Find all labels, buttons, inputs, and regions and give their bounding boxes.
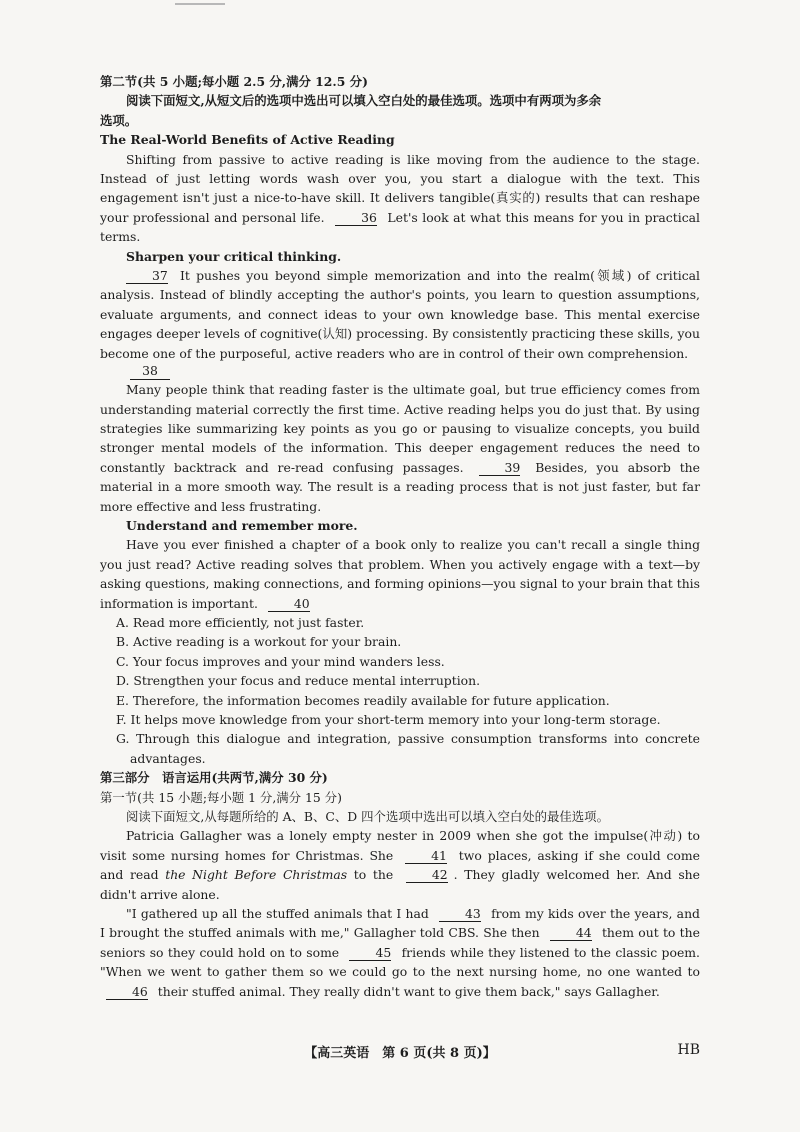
blank-39[interactable]: 39	[479, 460, 521, 476]
paragraph-3: Many people think that reading faster is the ultimate goal, but true efficiency comes from understanding material correctly the first time. Active reading helps you do just that. By using strategies like summarizing key points as you go or pausing to visualize concepts, you build stronger mental models of the information. This deeper engagement reduces the need to constantly backtrack and re-read confusing passages. 39 Besides, you absorb the material in a more smooth way. The result is a reading process that is not just faster, but far more effective and less frustrating.	[100, 382, 700, 514]
cloze-paragraph-2: "I gathered up all the stuffed animals that I had 43 from my kids over the years, and I brought the stuffed animals with me," Gallagher told CBS. She then 44 them out to the seniors so they could hold on to some 45 friends while they listened to the classic poem. "When we went to gather them so we could go to the next nursing home, no one wanted to 46 their stuffed animal. They really didn't want to give them back," says Gallagher.	[100, 906, 700, 999]
paragraph-2: 37 It pushes you beyond simple memorization and into the realm(领域) of critical analysis. Instead of blindly accepting the author's points, you learn to question assumptions, evaluate arguments, and connect ideas to your own knowledge base. This mental exercise engages deeper levels of cognitive(认知) processing. By consistently practicing these skills, you become one of the purposeful, active readers who are in control of their own comprehension.	[100, 268, 700, 361]
option-b[interactable]: B. Active reading is a workout for your brain.	[116, 634, 402, 650]
footer-label: 【高三英语 第 6 页(共 8 页)】	[304, 1046, 496, 1061]
footer-code: HB	[677, 1042, 700, 1058]
option-e[interactable]: E. Therefore, the information becomes readily available for future application.	[116, 692, 610, 708]
poem-title: the Night Before Christmas	[165, 867, 348, 883]
option-c[interactable]: C. Your focus improves and your mind wanders less.	[116, 653, 445, 669]
part3-instruction: 阅读下面短文,从每题所给的 A、B、C、D 四个选项中选出可以填入空白处的最佳选项。	[126, 809, 609, 825]
heading-critical-thinking: Sharpen your critical thinking.	[126, 248, 342, 264]
option-list	[100, 613, 700, 768]
option-g[interactable]: G. Through this dialogue and integration, passive consumption transforms into concrete advantages.	[116, 731, 700, 766]
option-d[interactable]: D. Strengthen your focus and reduce mental interruption.	[116, 673, 481, 689]
section2-header: 第二节(共 5 小题;每小题 2.5 分,满分 12.5 分)	[100, 74, 368, 89]
section2-instruction-cont: 选项。	[100, 112, 138, 128]
blank-45[interactable]: 45	[349, 945, 391, 961]
blank-42[interactable]: 42	[406, 867, 448, 883]
cloze-paragraph-1: Patricia Gallagher was a lonely empty nester in 2009 when she got the impulse(冲动) to visit some nursing homes for Christmas. She 41 two places, asking if she could come and read the Night Before Christmas to the 42 . They gladly welcomed her. And she didn't arrive alone.	[100, 828, 700, 902]
blank-43[interactable]: 43	[439, 906, 481, 922]
blank-46[interactable]: 46	[106, 984, 148, 1000]
option-a[interactable]: A. Read more efficiently, not just faster.	[116, 614, 365, 630]
document-page	[100, 72, 700, 1001]
heading-understand: Understand and remember more.	[126, 517, 358, 533]
blank-37[interactable]: 37	[126, 268, 168, 284]
blank-44[interactable]: 44	[550, 925, 592, 941]
paragraph-4: Have you ever finished a chapter of a book only to realize you can't recall a single thing you just read? Active reading solves that problem. When you actively engage with a text—by asking questions, making connections, and forming opinions—you signal to your brain that this information is important. 40	[100, 537, 700, 611]
blank-38[interactable]: 38	[130, 363, 170, 380]
paragraph-1: Shifting from passive to active reading is like moving from the audience to the stage. Instead of just letting words wash over you, you start a dialogue with the text. This engagement isn't just a nice-to-have skill. It delivers tangible(真实的) results that can reshape your professional and personal life. 36 Let's look at what this means for you in practical terms.	[100, 151, 700, 245]
option-f[interactable]: F. It helps move knowledge from your short-term memory into your long-term storage.	[116, 712, 661, 727]
scan-mark	[175, 3, 225, 5]
passage-title: The Real-World Benefits of Active Reading	[100, 132, 395, 148]
part3-header: 第三部分 语言运用(共两节,满分 30 分)	[100, 770, 328, 786]
section2-instruction: 阅读下面短文,从短文后的选项中选出可以填入空白处的最佳选项。选项中有两项为多余	[126, 93, 602, 109]
blank-41[interactable]: 41	[405, 848, 447, 864]
page-footer	[100, 1042, 700, 1061]
blank-40[interactable]: 40	[268, 596, 310, 612]
blank-36[interactable]: 36	[335, 210, 377, 226]
part3-section1-header: 第一节(共 15 小题;每小题 1 分,满分 15 分)	[100, 789, 342, 805]
